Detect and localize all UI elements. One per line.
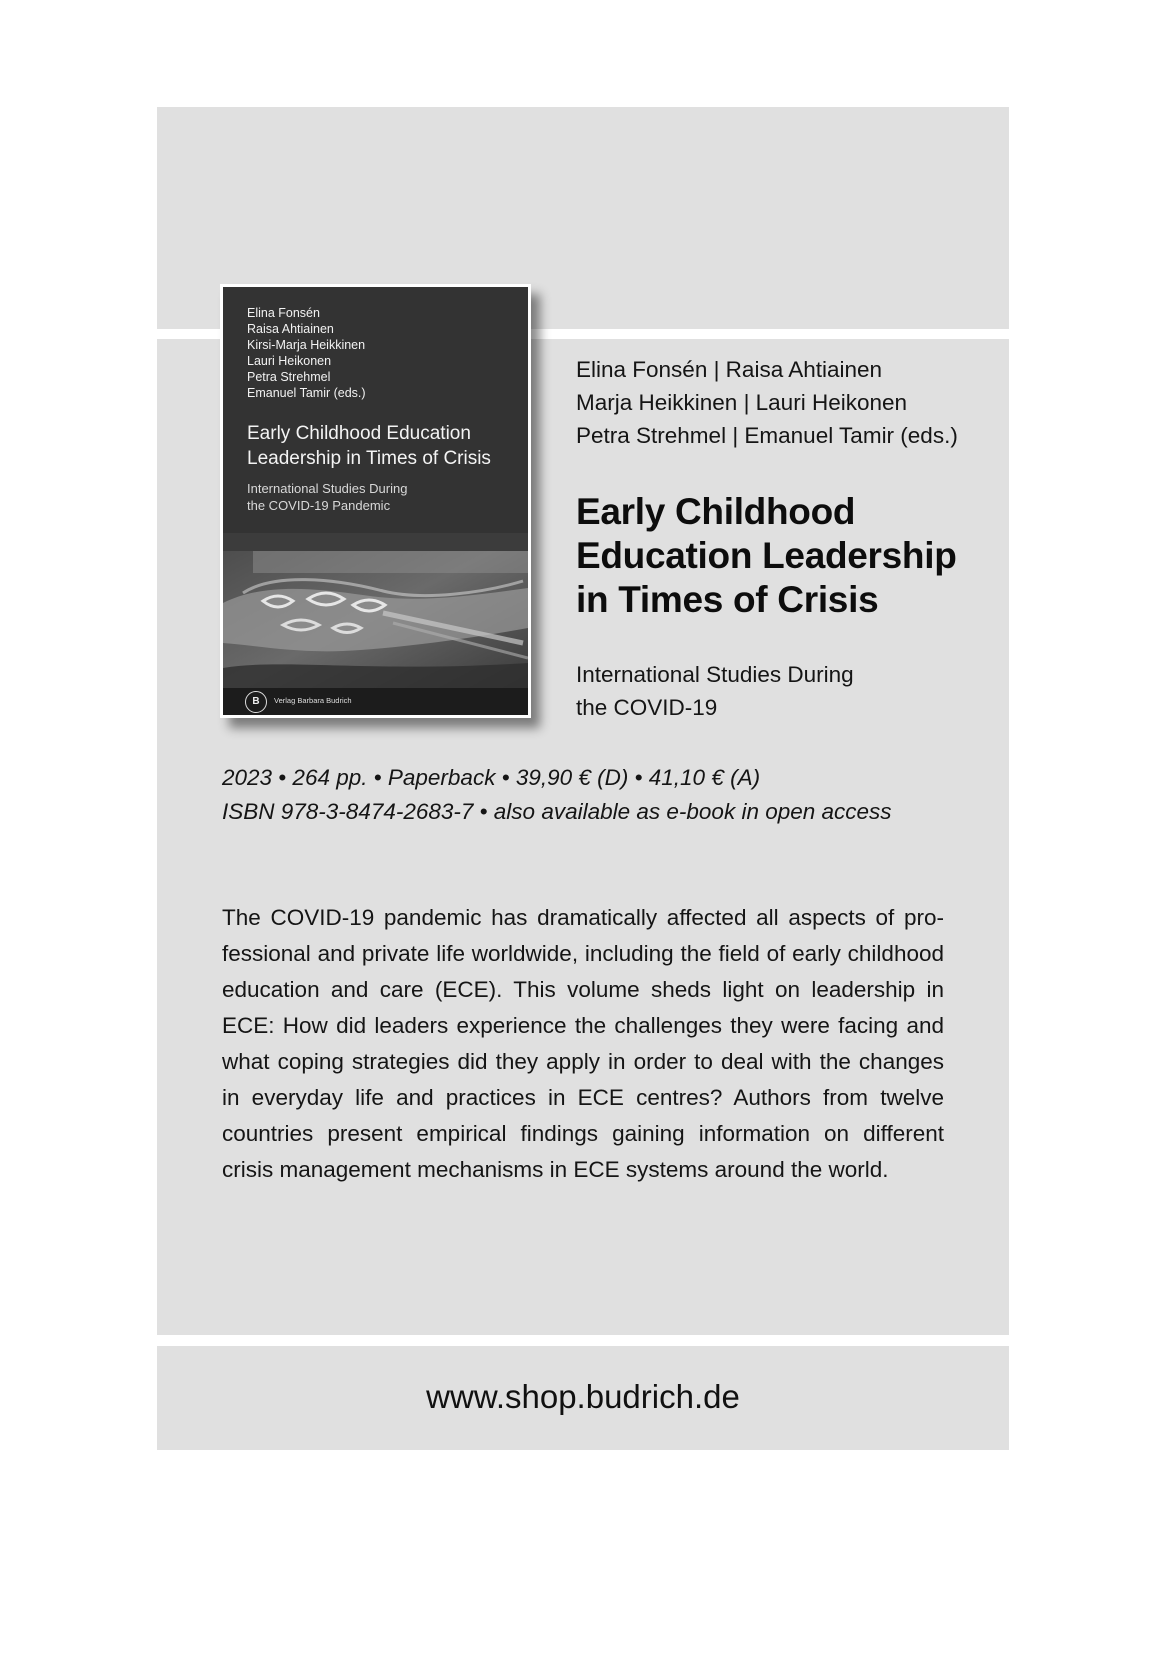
publisher-name: Verlag Barbara Budrich: [274, 696, 352, 705]
cover-subtitle: [247, 480, 407, 514]
cover-editor: Elina Fonsén: [247, 306, 320, 320]
authors: [576, 353, 958, 452]
cover-footer: [223, 688, 528, 715]
cover-subtitle-line: the COVID-19 Pandemic: [247, 498, 391, 513]
cover-title-line: Leadership in Times of Crisis: [247, 448, 491, 469]
book-title-line: Education Leadership: [576, 535, 957, 576]
book-subtitle-line: International Studies During: [576, 662, 854, 687]
authors-line: Marja Heikkinen | Lauri Heikonen: [576, 390, 908, 415]
authors-line: Petra Strehmel | Emanuel Tamir (eds.): [576, 423, 958, 448]
cover-editor: Kirsi-Marja Heikkinen: [247, 338, 366, 352]
book-cover-inner: [223, 287, 528, 715]
publication-details: [222, 761, 892, 829]
publication-details-line: ISBN 978-3-8474-2683-7 • also available as e-book in open access: [222, 799, 892, 824]
cover-title: [247, 421, 491, 471]
book-cover: [220, 284, 531, 718]
book-title: [576, 490, 957, 622]
cover-artwork: [223, 533, 528, 692]
cover-title-line: Early Childhood Education: [247, 423, 471, 444]
publication-details-line: 2023 • 264 pp. • Paperback • 39,90 € (D) • 41,10 € (A): [222, 765, 761, 790]
cover-editors: [247, 305, 366, 401]
cover-editor: Petra Strehmel: [247, 370, 331, 384]
cover-editor: Raisa Ahtiainen: [247, 322, 334, 336]
publisher-logo-icon: B: [245, 691, 267, 713]
book-title-line: Early Childhood: [576, 491, 856, 532]
book-subtitle-line: the COVID-19: [576, 695, 718, 720]
cover-editor: Emanuel Tamir (eds.): [247, 386, 366, 400]
cover-subtitle-line: International Studies During: [247, 481, 408, 496]
shop-url-link[interactable]: www.shop.budrich.de: [426, 1378, 740, 1415]
book-subtitle: [576, 658, 854, 724]
book-title-line: in Times of Crisis: [576, 579, 879, 620]
authors-line: Elina Fonsén | Raisa Ahtiainen: [576, 357, 883, 382]
book-description: The COVID-19 pandemic has dramatically affected all aspects of professional and private life worldwide, including the field of early childhood education and care (ECE). This volume sheds light on leadership in ECE: How did leaders experience the challenges they were facing and what coping strategies did they apply in order to deal with the changes in everyday life and practices in ECE centres? Authors from twelve countries present empirical findings gaining information on different crisis management mechanisms in ECE systems around the world.: [222, 905, 944, 1182]
cover-editor: Lauri Heikonen: [247, 354, 332, 368]
